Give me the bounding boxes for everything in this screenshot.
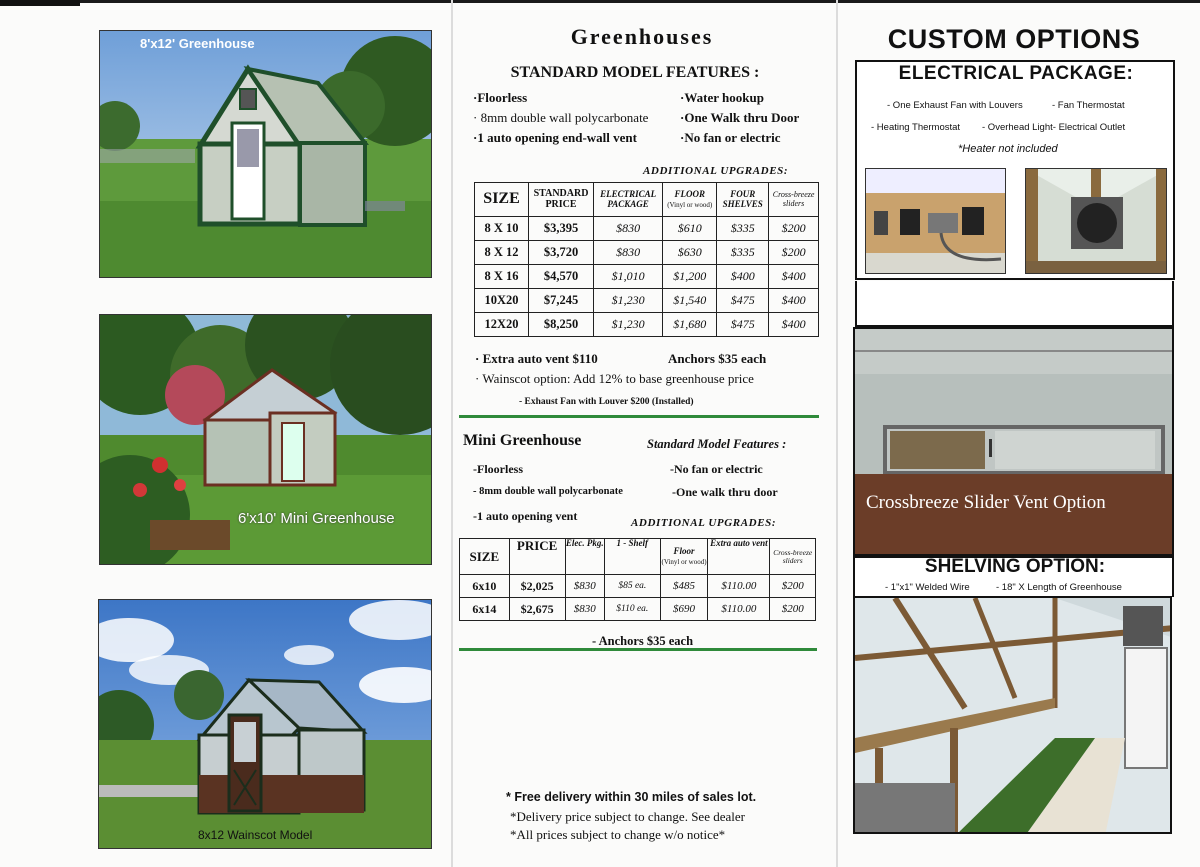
top-corner-mark — [0, 0, 80, 6]
table-row — [475, 313, 819, 337]
table-row — [475, 217, 819, 241]
elec-cell: $830 — [565, 598, 604, 621]
electrical-cell: $830 — [593, 217, 662, 241]
photo-crossbreeze-slider — [853, 327, 1174, 556]
photo-8x12-greenhouse — [99, 30, 432, 278]
col-size-header: SIZE — [475, 183, 529, 217]
mini-feature-left-2: - 8mm double wall polycarbonate — [473, 486, 623, 497]
table-header-row — [475, 183, 819, 217]
electrical-cell: $1,230 — [593, 313, 662, 337]
mini-additional-upgrades: ADDITIONAL UPGRADES: — [631, 517, 777, 529]
vent-cell: $110.00 — [708, 598, 770, 621]
cross-cell: $400 — [769, 313, 819, 337]
std-feature-left-3: ·1 auto opening end-wall vent — [473, 130, 637, 145]
crossbreeze-caption: Crossbreeze Slider Vent Option — [866, 492, 1106, 513]
cross-cell: $400 — [769, 289, 819, 313]
std-feature-left-1: ·Floorless — [473, 90, 528, 105]
col-shelf-header: 1 - Shelf — [604, 539, 660, 575]
price-cell: $8,250 — [529, 313, 594, 337]
mini-feature-left-1: -Floorless — [473, 462, 523, 476]
col-floor-title: FLOOR — [674, 189, 705, 200]
col-floor-title: Floor — [673, 546, 695, 557]
std-feature-right-3: ·No fan or electric — [680, 130, 781, 145]
electrical-item-exhaust-fan: - One Exhaust Fan with Louvers — [887, 100, 1023, 111]
photo-mini-greenhouse — [99, 314, 432, 565]
section-divider-bottom — [459, 648, 817, 651]
additional-upgrades-label: ADDITIONAL UPGRADES: — [643, 165, 789, 177]
shelves-cell: $335 — [717, 217, 769, 241]
col-elec-header: Elec. Pkg. — [565, 539, 604, 575]
size-cell: 6x14 — [460, 598, 510, 621]
size-cell: 8 X 12 — [475, 241, 529, 265]
floor-cell: $610 — [663, 217, 717, 241]
cross-cell: $200 — [770, 575, 816, 598]
delivery-price-note: *Delivery price subject to change. See dealer — [510, 809, 745, 824]
blank-box — [855, 281, 1174, 327]
col-cross-header: Cross-breeze sliders — [769, 183, 819, 217]
shelving-item-length: - 18" X Length of Greenhouse — [996, 582, 1122, 593]
greenhouse-price-table — [474, 182, 819, 337]
cross-cell: $200 — [769, 217, 819, 241]
price-cell: $3,720 — [529, 241, 594, 265]
exhaust-fan-note: - Exhaust Fan with Louver $200 (Installed) — [519, 397, 694, 407]
col-vent-header: Extra auto vent — [708, 539, 770, 575]
mini-feature-left-3: -1 auto opening vent — [473, 509, 578, 523]
floor-cell: $485 — [660, 575, 708, 598]
elec-cell: $830 — [565, 575, 604, 598]
photo-thermostats — [865, 168, 1006, 274]
mini-anchors-note: - Anchors $35 each — [592, 634, 694, 648]
cross-cell: $200 — [770, 598, 816, 621]
col-floor-header — [660, 539, 708, 575]
table-row — [460, 575, 816, 598]
top-border — [0, 0, 1200, 3]
heater-note: *Heater not included — [958, 143, 1058, 155]
table-row — [475, 289, 819, 313]
table-header-row — [460, 539, 816, 575]
electrical-cell: $1,010 — [593, 265, 662, 289]
floor-cell: $630 — [663, 241, 717, 265]
wainscot-note: · Wainscot option: Add 12% to base greenhouse price — [475, 371, 754, 386]
col-price-header: STANDARD PRICE — [529, 183, 594, 217]
size-cell: 8 X 16 — [475, 265, 529, 289]
electrical-item-light-outlet: - Overhead Light- Electrical Outlet — [982, 122, 1126, 133]
table-row — [460, 598, 816, 621]
electrical-cell: $1,230 — [593, 289, 662, 313]
photo1-caption: 8'x12' Greenhouse — [140, 36, 255, 51]
standard-features-heading: STANDARD MODEL FEATURES : — [510, 64, 760, 81]
mini-price-table — [459, 538, 816, 621]
price-cell: $7,245 — [529, 289, 594, 313]
photo2-caption: 6'x10' Mini Greenhouse — [238, 510, 395, 527]
floor-cell: $1,680 — [663, 313, 717, 337]
col-floor-header — [663, 183, 717, 217]
anchors-note: Anchors $35 each — [668, 351, 767, 366]
size-cell: 6x10 — [460, 575, 510, 598]
section-divider — [459, 415, 819, 418]
photo-exhaust-fan — [1025, 168, 1167, 274]
col-electrical-header: ELECTRICAL PACKAGE — [593, 183, 662, 217]
mini-feature-right-2: -One walk thru door — [672, 485, 778, 499]
col-size-header: SIZE — [460, 539, 510, 575]
shelves-cell: $400 — [717, 265, 769, 289]
size-cell: 12X20 — [475, 313, 529, 337]
shelves-cell: $475 — [717, 289, 769, 313]
std-feature-left-2: · 8mm double wall polycarbonate — [473, 110, 649, 125]
electrical-package-heading: ELECTRICAL PACKAGE: — [898, 63, 1134, 84]
col-floor-sub: (Vinyl or wood) — [661, 557, 707, 566]
photo-shelving — [853, 596, 1172, 834]
mini-greenhouse-title: Mini Greenhouse — [463, 432, 582, 449]
cross-cell: $200 — [769, 241, 819, 265]
photo-wainscot-model — [98, 599, 432, 849]
floor-cell: $690 — [660, 598, 708, 621]
price-cell: $2,025 — [509, 575, 565, 598]
fold-line-left — [451, 0, 453, 867]
size-cell: 10X20 — [475, 289, 529, 313]
shelf-cell: $85 ea. — [604, 575, 660, 598]
shelving-option-heading: SHELVING OPTION: — [924, 556, 1106, 577]
mini-feature-right-1: -No fan or electric — [670, 462, 763, 476]
size-cell: 8 X 10 — [475, 217, 529, 241]
col-shelves-header: FOUR SHELVES — [717, 183, 769, 217]
prices-subject-note: *All prices subject to change w/o notice* — [510, 827, 726, 842]
std-feature-right-1: ·Water hookup — [680, 90, 764, 105]
price-cell: $3,395 — [529, 217, 594, 241]
cross-cell: $400 — [769, 265, 819, 289]
fold-line-right — [836, 0, 838, 867]
table-row — [475, 241, 819, 265]
custom-options-title: CUSTOM OPTIONS — [887, 24, 1141, 54]
shelving-item-wire: - 1"x1" Welded Wire — [885, 582, 970, 593]
free-delivery-note: * Free delivery within 30 miles of sales lot. — [506, 790, 757, 804]
extra-vent-note: · Extra auto vent $110 — [475, 351, 598, 366]
page-title: Greenhouses — [570, 24, 714, 49]
vent-cell: $110.00 — [708, 575, 770, 598]
electrical-cell: $830 — [593, 241, 662, 265]
col-price-header: PRICE — [509, 539, 565, 575]
shelf-cell: $110 ea. — [604, 598, 660, 621]
shelves-cell: $335 — [717, 241, 769, 265]
shelves-cell: $475 — [717, 313, 769, 337]
price-cell: $2,675 — [509, 598, 565, 621]
floor-cell: $1,200 — [663, 265, 717, 289]
floor-cell: $1,540 — [663, 289, 717, 313]
price-cell: $4,570 — [529, 265, 594, 289]
std-feature-right-2: ·One Walk thru Door — [680, 110, 800, 125]
col-cross-header: Cross-breeze sliders — [770, 539, 816, 575]
photo3-caption: 8x12 Wainscot Model — [198, 828, 313, 842]
col-floor-sub: (Vinyl or wood) — [667, 200, 713, 209]
electrical-item-fan-thermostat: - Fan Thermostat — [1052, 100, 1125, 111]
mini-std-features-heading: Standard Model Features : — [647, 437, 787, 451]
table-row — [475, 265, 819, 289]
electrical-item-heating-thermostat: - Heating Thermostat — [871, 122, 961, 133]
